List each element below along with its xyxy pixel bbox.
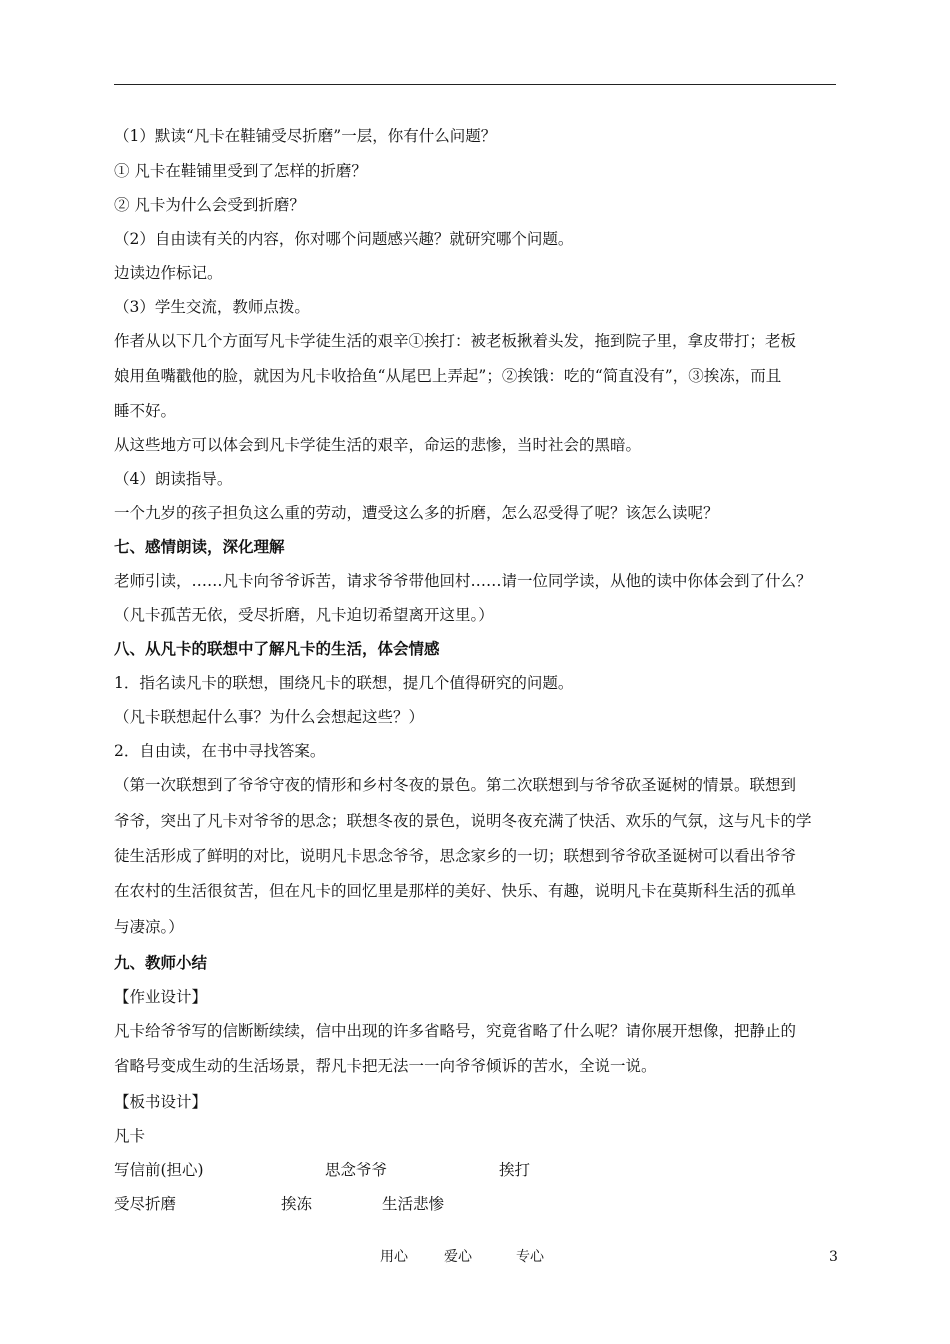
board-cell: 思念爷爷 — [325, 1161, 388, 1179]
paragraph-line: 与凄凉。） — [114, 918, 184, 936]
paragraph-line: 2．自由读，在书中寻找答案。 — [114, 742, 326, 760]
paragraph-line: 省略号变成生动的生活场景，帮凡卡把无法一一向爷爷倾诉的苦水，全说一说。 — [114, 1057, 657, 1075]
board-cell: 挨打 — [499, 1161, 531, 1179]
paragraph-line: 凡卡给爷爷写的信断断续续，信中出现的许多省略号，究竟省略了什么呢？请你展开想像，把静止的 — [114, 1022, 797, 1040]
footer-motto: 专心 — [516, 1249, 544, 1265]
paragraph-line: 一个九岁的孩子担负这么重的劳动，遭受这么多的折磨，怎么忍受得了呢？该怎么读呢？ — [114, 504, 719, 522]
section-heading: 八、从凡卡的联想中了解凡卡的生活，体会情感 — [114, 639, 440, 658]
subsection-heading: 【作业设计】 — [114, 988, 208, 1006]
paragraph-line: 作者从以下几个方面写凡卡学徒生活的艰辛①挨打：被老板揪着头发，拖到院子里，拿皮带打；老板 — [114, 332, 797, 350]
paragraph-line: 爷爷，突出了凡卡对爷爷的思念；联想冬夜的景色，说明冬夜充满了快活、欢乐的气氛，这与凡卡的学 — [114, 812, 812, 830]
paragraph-line: ① 凡卡在鞋铺里受到了怎样的折磨？ — [114, 162, 367, 180]
header-rule — [114, 84, 836, 85]
section-heading: 七、感情朗读，深化理解 — [114, 537, 285, 556]
paragraph-line: 边读边作标记。 — [114, 264, 223, 282]
paragraph-line: 娘用鱼嘴戳他的脸，就因为凡卡收拾鱼“从尾巴上弄起”；②挨饿：吃的“简直没有”，③挨冻，而且 — [114, 367, 782, 385]
board-cell: 写信前(担心) — [114, 1161, 204, 1179]
paragraph-line: （2）自由读有关的内容，你对哪个问题感兴趣？就研究哪个问题。 — [114, 230, 574, 248]
paragraph-line: （凡卡联想起什么事？为什么会想起这些？） — [114, 708, 425, 726]
paragraph-line: 睡不好。 — [114, 402, 177, 420]
footer-motto: 爱心 — [444, 1249, 472, 1265]
paragraph-line: （1）默读“凡卡在鞋铺受尽折磨”一层，你有什么问题？ — [114, 127, 497, 145]
paragraph-line: 1．指名读凡卡的联想，围绕凡卡的联想，提几个值得研究的问题。 — [114, 674, 574, 692]
paragraph-line: （凡卡孤苦无依，受尽折磨，凡卡迫切希望离开这里。） — [114, 606, 494, 624]
paragraph-line: 徒生活形成了鲜明的对比，说明凡卡思念爷爷，思念家乡的一切；联想到爷爷砍圣诞树可以看出爷爷 — [114, 847, 797, 865]
board-cell: 挨冻 — [281, 1195, 313, 1213]
paragraph-line: （4）朗读指导。 — [114, 470, 233, 488]
subsection-heading: 【板书设计】 — [114, 1093, 208, 1111]
section-heading: 九、教师小结 — [114, 953, 208, 972]
paragraph-line: （第一次联想到了爷爷守夜的情形和乡村冬夜的景色。第二次联想到与爷爷砍圣诞树的情景。联想到 — [114, 776, 797, 794]
paragraph-line: （3）学生交流，教师点拨。 — [114, 298, 310, 316]
page-number: 3 — [829, 1249, 838, 1265]
paragraph-line: 在农村的生活很贫苦，但在凡卡的回忆里是那样的美好、快乐、有趣，说明凡卡在莫斯科生活的孤单 — [114, 882, 797, 900]
board-cell: 生活悲惨 — [382, 1195, 445, 1213]
paragraph-line: ② 凡卡为什么会受到折磨？ — [114, 196, 305, 214]
board-cell: 受尽折磨 — [114, 1195, 177, 1213]
footer-motto: 用心 — [380, 1249, 408, 1265]
board-title: 凡卡 — [114, 1127, 146, 1145]
paragraph-line: 从这些地方可以体会到凡卡学徒生活的艰辛，命运的悲惨，当时社会的黑暗。 — [114, 436, 642, 454]
paragraph-line: 老师引读，……凡卡向爷爷诉苦，请求爷爷带他回村……请一位同学读，从他的读中你体会到了什么？ — [114, 572, 812, 590]
